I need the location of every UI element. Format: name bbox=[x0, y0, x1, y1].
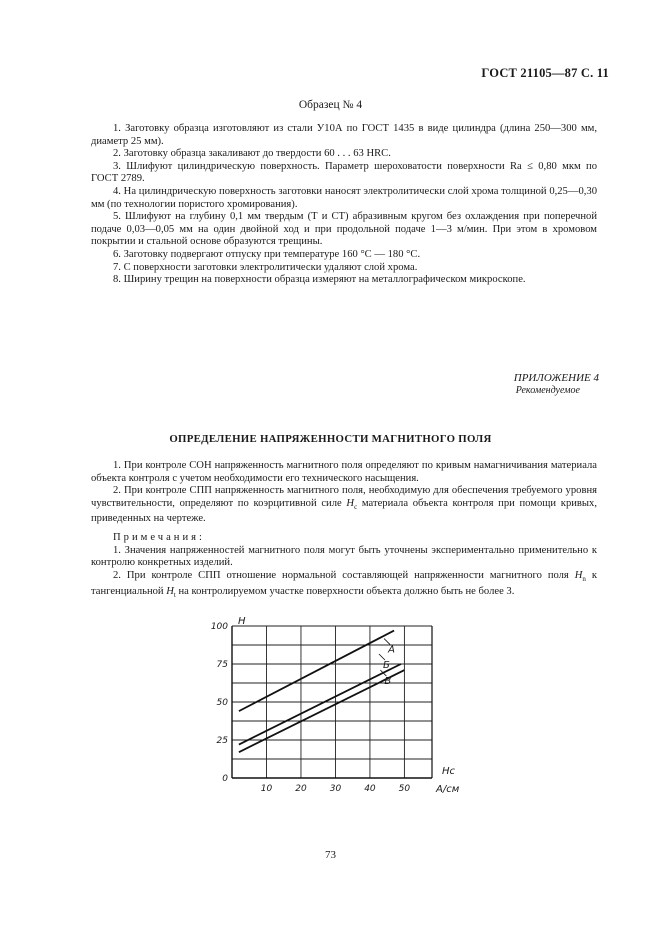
notes-heading: Примечания: bbox=[113, 532, 205, 544]
x-axis-label: Hс bbox=[442, 766, 456, 777]
y-tick-label: 100 bbox=[210, 622, 228, 632]
series-label: А bbox=[388, 644, 395, 656]
procedure-step-1: 1. Заготовку образца изготовляют из стали У10А по ГОСТ 1435 в виде цилиндра (длина 250—300 мм, диаметр 25 мм). bbox=[91, 123, 597, 147]
section-paragraph-2: 2. При контроле СПП напряженность магнитного поля, необходимую для обеспечения требуемого уровня чувствительности, определяют по коэрцитивной силе $H_c$ материала объекта контроля при помощи кривых, приведенных на чертеже. bbox=[91, 485, 597, 525]
appendix-subtitle: Рекомендуемое bbox=[515, 385, 580, 396]
y-tick-label: 50 bbox=[216, 698, 228, 708]
series-line bbox=[239, 664, 401, 745]
note-1: 1. Значения напряженностей магнитного поля могут быть уточнены экспериментально применительно к контролю конкретных изделий. bbox=[91, 544, 597, 569]
y-tick-label: 75 bbox=[216, 660, 228, 670]
x-tick-label: 10 bbox=[260, 784, 273, 794]
x-tick-label: 40 bbox=[364, 784, 376, 794]
procedure-step-5: 5. Шлифуют на глубину 0,1 мм твердым (Т и СТ) абразивным кругом без охлаждения при поперечной подаче 0,03—0,05 мм на один двойной ход и при продольной подаче 1—3 м/мин. При этом в хромовом покрытии и стальной основе образуются трещины. bbox=[91, 211, 597, 248]
magnetic-field-chart bbox=[210, 612, 470, 802]
page-number: 73 bbox=[325, 849, 336, 861]
procedure-step-7: 7. С поверхности заготовки электролитически удаляют слой хрома. bbox=[113, 261, 418, 273]
procedure-step-6: 6. Заготовку подвергают отпуску при температуре 160 °С — 180 °С. bbox=[113, 248, 421, 260]
sample-procedure bbox=[91, 123, 597, 287]
chart-series bbox=[239, 631, 405, 753]
series-line bbox=[239, 631, 394, 712]
note-2: 2. При контроле СПП отношение нормальной составляющей напряженности магнитного поля $H_n$ к тангенциальной $H_t$ на контролируемом участке поверхности объекта должно быть не более 3. bbox=[91, 569, 597, 599]
section-title: ОПРЕДЕЛЕНИЕ НАПРЯЖЕННОСТИ МАГНИТНОГО ПОЛЯ bbox=[169, 433, 492, 445]
standard-header: ГОСТ 21105—87 С. 11 bbox=[481, 66, 609, 80]
series-label: В bbox=[384, 676, 392, 688]
x-tick-label: 20 bbox=[295, 784, 307, 794]
x-tick-label: 50 bbox=[398, 784, 411, 794]
procedure-step-2: 2. Заготовку образца закаливают до твердости 60 . . . 63 HRC. bbox=[113, 148, 391, 160]
section-body bbox=[91, 460, 597, 601]
section-paragraph-1: 1. При контроле СОН напряженность магнитного поля определяют по кривым намагничивания материала объекта контроля с учетом необходимости его технического насыщения. bbox=[91, 460, 597, 484]
y-tick-label: 0 bbox=[222, 774, 228, 784]
appendix-title: ПРИЛОЖЕНИЕ 4 bbox=[513, 372, 599, 384]
sample-title: Образец № 4 bbox=[298, 99, 363, 111]
procedure-step-4: 4. На цилиндрическую поверхность заготовки наносят электролитически слой хрома толщиной 0,25—0,30 мм (по технологии пористого хромирования). bbox=[91, 185, 597, 210]
x-axis-unit: А/см bbox=[436, 784, 460, 795]
y-tick-label: 25 bbox=[216, 736, 228, 746]
procedure-step-3: 3. Шлифуют цилиндрическую поверхность. Параметр шероховатости поверхности Ra ≤ 0,80 мкм по ГОСТ 2789. bbox=[91, 160, 597, 185]
chart-grid bbox=[232, 626, 432, 778]
x-tick-label: 30 bbox=[329, 784, 342, 794]
y-axis-label: H bbox=[238, 616, 246, 627]
series-label: Б bbox=[382, 660, 390, 671]
appendix-label bbox=[514, 372, 599, 396]
procedure-step-8: 8. Ширину трещин на поверхности образца измеряют на металлографическом микроскопе. bbox=[113, 274, 526, 286]
